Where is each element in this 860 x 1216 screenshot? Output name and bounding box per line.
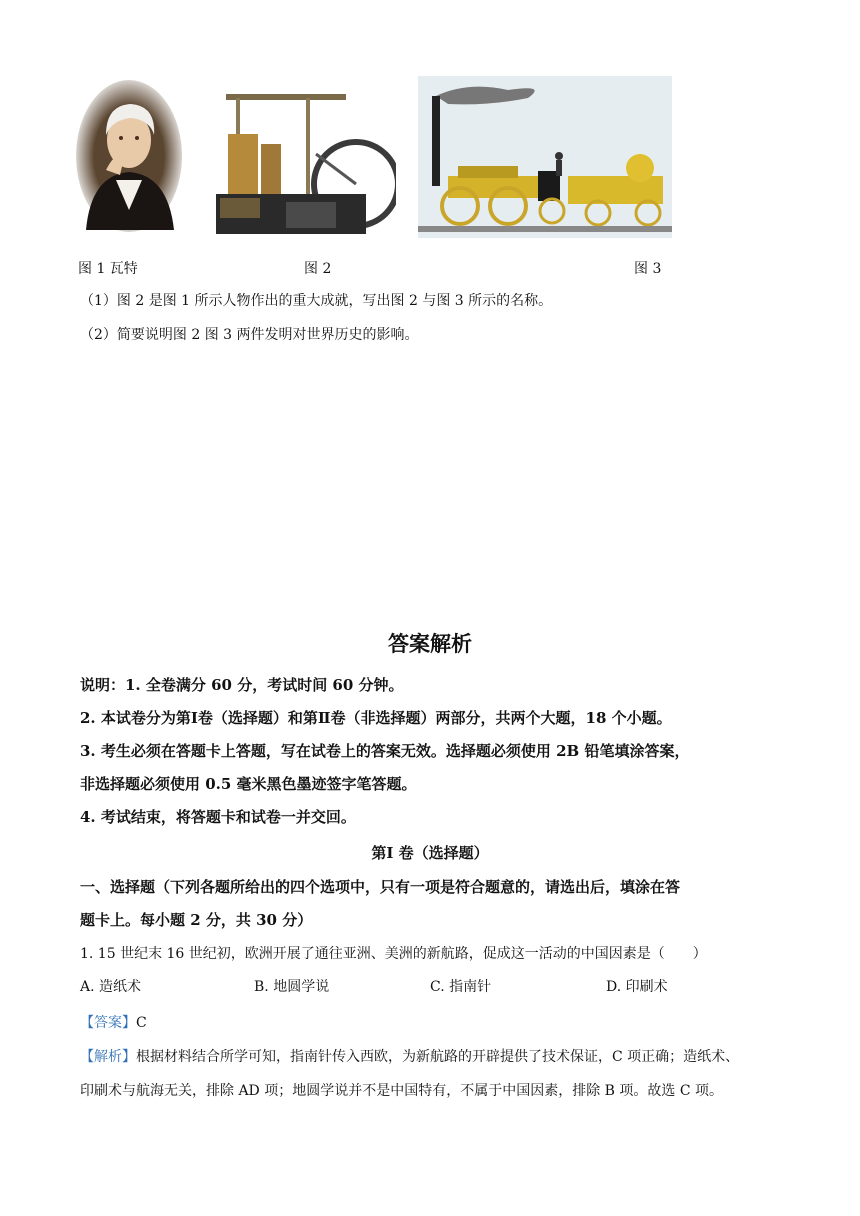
figure-3-caption: 图 3 bbox=[634, 261, 662, 277]
option-d: D. 印刷术 bbox=[606, 979, 668, 995]
note-line-3: 3. 考生必须在答题卡上答题，写在试卷上的答案无效。选择题必须使用 2B 铅笔填涂答案， bbox=[80, 742, 690, 760]
figure-2-steam-engine bbox=[206, 84, 396, 242]
figure-2-caption: 图 2 bbox=[304, 261, 332, 277]
analysis-line-2: 印刷术与航海无关，排除 AD 项；地圆学说并不是中国特有，不属于中国因素，排除 B 项。故选 C 项。 bbox=[80, 1083, 724, 1099]
analysis-line-1 bbox=[80, 1046, 739, 1066]
note-line-5: 4. 考试结束，将答题卡和试卷一并交回。 bbox=[80, 808, 356, 826]
question-1-stem: 1. 15 世纪末 16 世纪初，欧洲开展了通往亚洲、美洲的新航路，促成这一活动的中国因素是（ ） bbox=[80, 946, 707, 962]
figure-3-locomotive bbox=[418, 76, 672, 238]
part-title: 第Ⅰ 卷（选择题） bbox=[371, 844, 489, 862]
option-a: A. 造纸术 bbox=[80, 979, 142, 995]
answer-value: C bbox=[136, 1015, 147, 1031]
question-part-2: （2）简要说明图 2 图 3 两件发明对世界历史的影响。 bbox=[80, 327, 419, 343]
answer-line bbox=[80, 1012, 147, 1032]
answer-tag: 【答案】 bbox=[80, 1015, 136, 1031]
note-line-4: 非选择题必须使用 0.5 毫米黑色墨迹签字笔答题。 bbox=[80, 775, 417, 793]
note-line-2: 2. 本试卷分为第Ⅰ卷（选择题）和第Ⅱ卷（非选择题）两部分，共两个大题，18 个小题。 bbox=[80, 709, 672, 727]
note-line-1: 说明：1. 全卷满分 60 分，考试时间 60 分钟。 bbox=[80, 676, 404, 694]
analysis-tag: 【解析】 bbox=[80, 1049, 136, 1065]
figure-1-caption: 图 1 瓦特 bbox=[78, 261, 138, 277]
answer-section-title: 答案解析 bbox=[388, 631, 472, 656]
question-part-1: （1）图 2 是图 1 所示人物作出的重大成就，写出图 2 与图 3 所示的名称。 bbox=[80, 293, 553, 309]
option-c: C. 指南针 bbox=[430, 979, 492, 995]
analysis-text-1: 根据材料结合所学可知，指南针传入西欧，为新航路的开辟提供了技术保证，C 项正确；造纸术、 bbox=[136, 1049, 740, 1065]
section-heading-line-2: 题卡上。每小题 2 分，共 30 分） bbox=[80, 911, 313, 929]
option-b: B. 地圆学说 bbox=[254, 979, 330, 995]
figure-1-portrait bbox=[76, 80, 182, 232]
section-heading-line-1: 一、选择题（下列各题所给出的四个选项中，只有一项是符合题意的，请选出后，填涂在答 bbox=[80, 878, 681, 896]
